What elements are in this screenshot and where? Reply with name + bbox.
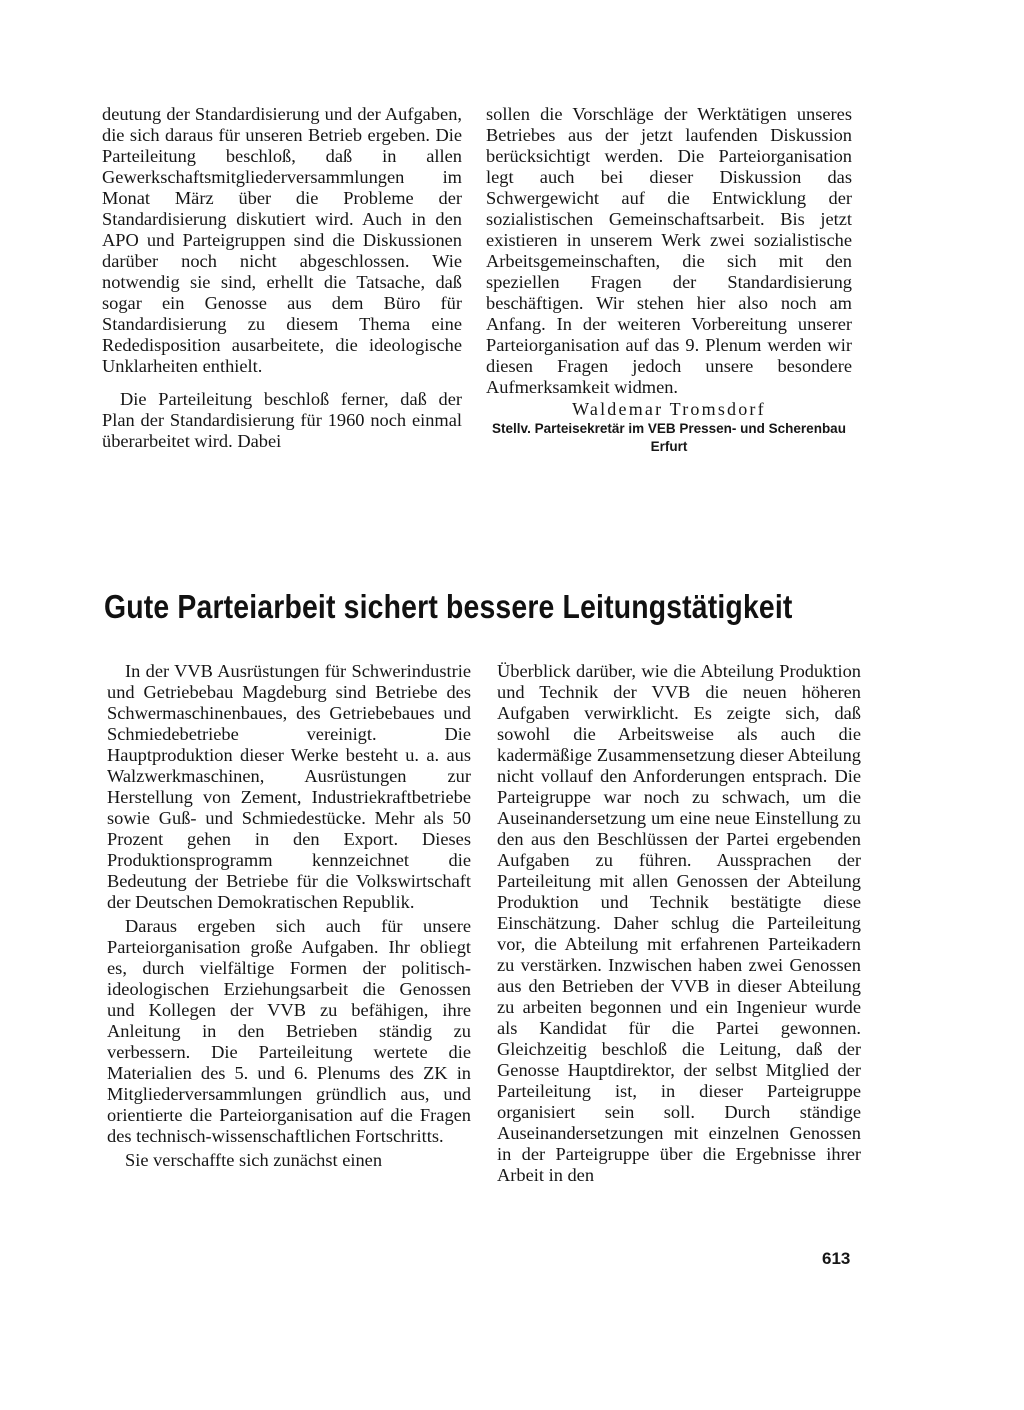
author-role: Stellv. Parteisekretär im VEB Pressen- und Scherenbau Erfurt: [492, 421, 846, 454]
article1-left-paragraph-2: Die Parteileitung beschloß ferner, daß der Plan der Standardisierung für 1960 noch einmal überarbeitet wird. Dabei: [102, 389, 462, 451]
article-headline: Gute Parteiarbeit sichert bessere Leitungstätigkeit: [104, 588, 793, 625]
article2-left-paragraph-1: In der VVB Ausrüstungen für Schwerindustrie und Getriebebau Magdeburg sind Betriebe des Schwermaschinenbaues, des Getriebebaues und Schmiedebetriebe vereinigt. Die Hauptproduktion dieser Werke besteht u. a. aus Walzwerkmaschinen, Ausrüstungen zur Herstellung von Zement, Industriekraftbetriebe sowie Guß- und Schmiedestücke. Mehr als 50 Prozent gehen in den Export. Dieses Produktionsprogramm kennzeichnet die Bedeutung der Betriebe für die Volkswirtschaft der Deutschen Demokratischen Republik.: [107, 661, 471, 912]
author-signature: Waldemar Tromsdorf: [572, 399, 766, 419]
article2-right-column: [497, 661, 861, 1186]
article1-left-paragraph-1: deutung der Standardisierung und der Aufgaben, die sich daraus für unseren Betrieb ergeben. Die Parteileitung beschloß, daß in allen Gewerkschaftsmitgliederversammlungen im Monat März über die Probleme der Standardisierung diskutiert wird. Auch in den APO und Parteigruppen sind die Diskussionen darüber noch nicht abgeschlossen. Wie notwendig sie sind, erhellt die Tatsache, daß sogar ein Genosse aus dem Büro für Standardisierung zu diesem Thema eine Rededisposition ausarbeitete, die ideologische Unklarheiten enthielt.: [102, 104, 462, 376]
page-number: 613: [822, 1249, 851, 1268]
article1-right-paragraph-1: sollen die Vorschläge der Werktätigen unseres Betriebes aus der jetzt laufenden Diskussion berücksichtigt werden. Die Parteiorganisation legt auch bei dieser Diskussion das Schwergewicht auf die Entwicklung der sozialistischen Gemeinschaftsarbeit. Bis jetzt existieren in unserem Werk zwei sozialistische Arbeitsgemeinschaften, die sich mit den speziellen Fragen der Standardisierung beschäftigen. Wir stehen hier also noch am Anfang. In der weiteren Vorbereitung unserer Parteiorganisation auf das 9. Plenum werden wir diesen Fragen jedoch unsere besondere Aufmerksamkeit widmen.: [486, 104, 852, 397]
article1-right-column: [486, 104, 852, 456]
article2-right-paragraph-1: Überblick darüber, wie die Abteilung Produktion und Technik der VVB die neuen höheren Aufgaben verwirklicht. Es zeigte sich, daß sowohl die Arbeitsweise als auch die kadermäßige Zusammensetzung dieser Abteilung nicht vollauf den Anforderungen entsprach. Die Parteigruppe war noch zu schwach, um die Auseinandersetzung um eine neue Einstellung zu den aus den Beschlüssen der Partei ergebenden Aufgaben zu führen. Aussprachen der Parteileitung mit allen Genossen der Abteilung Produktion und Technik bestätigte diese Einschätzung. Daher schlug die Parteileitung vor, die Abteilung mit erfahrenen Parteikadern zu verstärken. Inzwischen haben zwei Genossen aus den Betrieben der VVB in dieser Abteilung zu arbeiten begonnen und ein Ingenieur wurde als Kandidat für die Partei gewonnen. Gleichzeitig beschloß die Leitung, daß der Genosse Hauptdirektor, der selbst Mitglied der Parteileitung ist, in dieser Parteigruppe organisiert sein soll. Durch ständige Auseinandersetzungen mit einzelnen Genossen in der Parteigruppe über die Ergebnisse ihrer Arbeit in den: [497, 661, 861, 1185]
article2-left-paragraph-3: Sie verschaffte sich zunächst einen: [125, 1150, 383, 1170]
article2-left-paragraph-2: Daraus ergeben sich auch für unsere Parteiorganisation große Aufgaben. Ihr obliegt es, durch vielfältige Formen der politisch-ideologischen Erziehungsarbeit die Genossen und Kollegen der VVB zu befähigen, ihre Anleitung in den Betrieben ständig zu verbessern. Die Parteileitung wertete die Materialien des 5. und 6. Plenums des ZK in Mitgliederversammlungen gründlich aus, und orientierte die Parteiorganisation auf die Fragen des technisch-wissenschaftlichen Fortschritts.: [107, 916, 471, 1146]
article2-left-column: [107, 661, 471, 1171]
article1-left-column: [102, 104, 462, 452]
